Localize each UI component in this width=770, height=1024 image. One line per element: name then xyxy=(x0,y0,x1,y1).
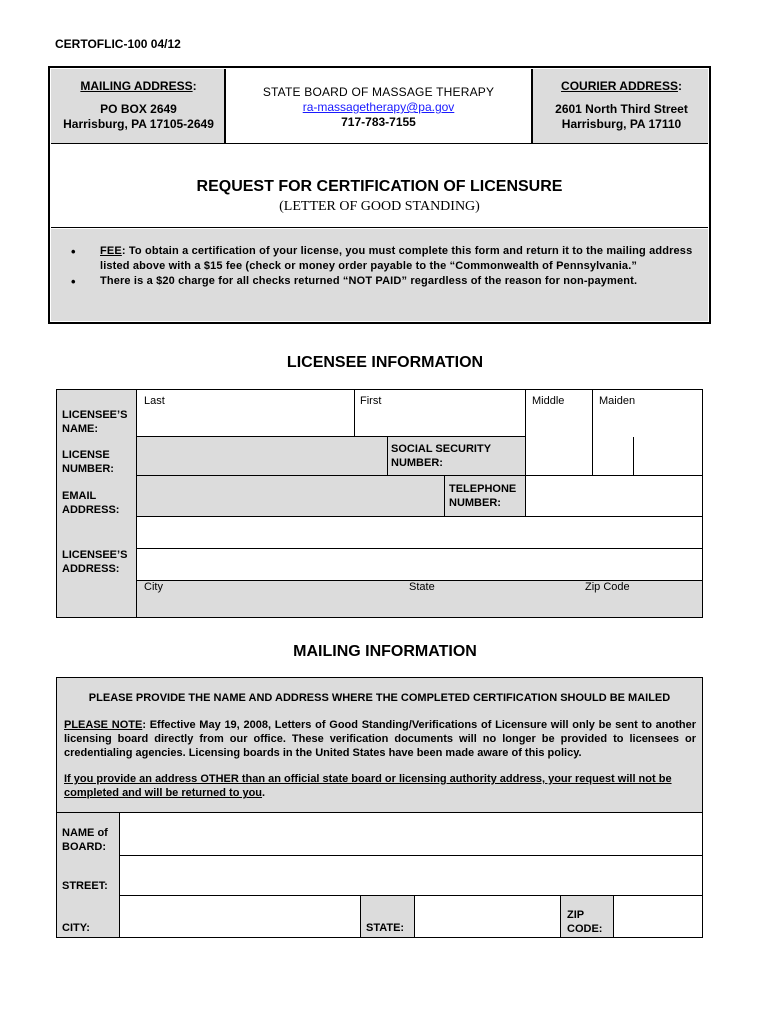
email-address-label: EMAIL ADDRESS: xyxy=(62,490,120,516)
board-name-label: NAME of BOARD: xyxy=(62,827,108,853)
state-caption: State xyxy=(409,581,435,593)
ssn-part2-input[interactable] xyxy=(593,437,632,474)
ssn-label: SOCIAL SECURITY NUMBER: xyxy=(391,443,491,469)
board-email-link[interactable]: ra-massagetherapy@pa.gov xyxy=(302,100,455,114)
address-line2-input[interactable] xyxy=(137,549,701,579)
address-line1-input[interactable] xyxy=(137,517,701,547)
please-note-label: PLEASE NOTE xyxy=(64,719,143,731)
fee-text: : To obtain a certification of your license, you must complete this form and return it to the mailing address listed above with a $15 fee (check or money order payable to the “Commonwealth of Pennsylvania.” xyxy=(100,245,693,272)
city-caption: City xyxy=(144,581,163,593)
address-warning: If you provide an address OTHER than an official state board or licensing authority address, your request will not be completed and will be returned to you. xyxy=(64,773,672,799)
city-label: CITY: xyxy=(62,922,90,934)
email-input[interactable] xyxy=(137,476,443,515)
maiden-name-input[interactable] xyxy=(593,408,701,435)
courier-address-label: COURIER ADDRESS xyxy=(561,79,678,93)
mailing-line2: Harrisburg, PA 17105-2649 xyxy=(63,117,214,131)
col-maiden: Maiden xyxy=(599,395,636,407)
returned-check-text: There is a $20 charge for all checks returned “NOT PAID” regardless of the reason for non-payment. xyxy=(100,275,638,287)
city-input[interactable] xyxy=(120,896,359,937)
licensee-name-label: LICENSEE’S NAME: xyxy=(62,409,128,435)
board-phone: 717-783-7155 xyxy=(341,115,416,129)
zip-caption: Zip Code xyxy=(585,581,630,593)
street-input[interactable] xyxy=(120,856,702,894)
form-code: CERTOFLIC-100 04/12 xyxy=(55,37,181,51)
col-first: First xyxy=(360,395,382,407)
zip-input[interactable] xyxy=(614,896,702,937)
page-subtitle: (LETTER OF GOOD STANDING) xyxy=(279,199,480,214)
board-cell xyxy=(226,69,531,144)
board-name: STATE BOARD OF MASSAGE THERAPY xyxy=(262,85,495,99)
address-warning-text: If you provide an address OTHER than an official state board or licensing authority address, your request will not be completed and will be returned to you xyxy=(64,773,672,799)
please-note-text: : Effective May 19, 2008, Letters of Good Standing/Verifications of Licensure will only be sent to another licensing board directly from our office. These verification documents will no longer be provided to licensees or credentialing agencies. Licensing boards in the United States have been made aware of this policy. xyxy=(64,719,696,759)
telephone-input[interactable] xyxy=(526,476,701,515)
page-title: REQUEST FOR CERTIFICATION OF LICENSURE xyxy=(196,178,563,195)
license-number-label: LICENSE NUMBER: xyxy=(62,449,114,475)
fee-area xyxy=(51,229,708,321)
last-name-input[interactable] xyxy=(137,408,353,435)
state-input[interactable] xyxy=(415,896,559,937)
mailing-instruction: PLEASE PROVIDE THE NAME AND ADDRESS WHERE THE COMPLETED CERTIFICATION SHOULD BE MAILED xyxy=(88,692,671,704)
fee-bullet xyxy=(51,244,701,274)
mailing-notice-area xyxy=(57,678,702,813)
courier-line1: 2601 North Third Street xyxy=(555,102,688,116)
ssn-part1-input[interactable] xyxy=(526,437,591,474)
first-name-input[interactable] xyxy=(355,408,524,435)
street-label: STREET: xyxy=(62,880,108,892)
ssn-part3-input[interactable] xyxy=(634,437,701,474)
mailing-address-cell: MAILING ADDRESS: PO BOX 2649 Harrisburg, PA 17105-2649 xyxy=(51,69,226,144)
courier-address-cell: COURIER ADDRESS: 2601 North Third Street Harrisburg, PA 17110 xyxy=(531,69,708,144)
title-area xyxy=(51,146,708,228)
state-label: STATE: xyxy=(366,922,405,934)
mailing-address-label: MAILING ADDRESS xyxy=(80,79,193,93)
licensee-address-label: LICENSEE’S ADDRESS: xyxy=(62,549,128,575)
col-last: Last xyxy=(144,395,165,407)
zip-label: ZIP CODE: xyxy=(567,909,603,935)
please-note xyxy=(64,718,696,760)
fee-label: FEE xyxy=(100,245,122,257)
licensee-heading: LICENSEE INFORMATION xyxy=(286,354,484,371)
returned-check-bullet xyxy=(51,274,701,289)
courier-line2: Harrisburg, PA 17110 xyxy=(561,117,682,131)
mailing-line1: PO BOX 2649 xyxy=(100,102,177,116)
telephone-label: TELEPHONE NUMBER: xyxy=(449,483,517,509)
mailing-heading: MAILING INFORMATION xyxy=(293,643,477,660)
middle-name-input[interactable] xyxy=(526,408,591,435)
col-middle: Middle xyxy=(532,395,565,407)
board-name-input[interactable] xyxy=(120,813,702,854)
license-number-input[interactable] xyxy=(137,437,386,474)
